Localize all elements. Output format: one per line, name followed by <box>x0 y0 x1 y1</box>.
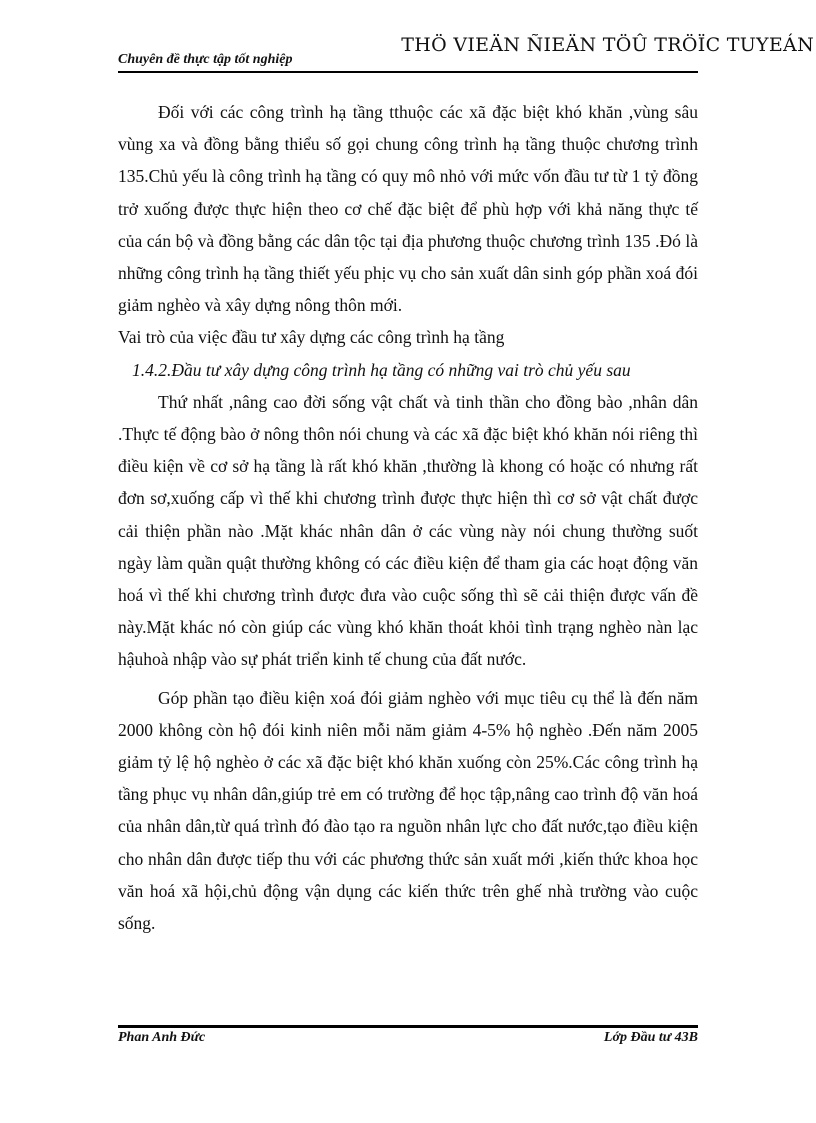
running-title: Chuyên đề thực tập tốt nghiệp <box>118 52 293 67</box>
watermark-text: THÖ VIEÄN ÑIEÄN TÖÛ TRÖÏC TUYEÁN <box>401 34 814 56</box>
paragraph-4: Góp phần tạo điều kiện xoá đói giảm nghèo với mục tiêu cụ thể là đến năm 2000 không còn hộ đói kinh niên mỗi năm giảm 4-5% hộ nghèo .Đến năm 2005 giảm tỷ lệ hộ nghèo ở các xã đặc biệt khó khăn xuống còn 25%.Các công trình hạ tầng phục vụ nhân dân,giúp trẻ em có trường để học tập,nâng cao trình độ văn hoá của nhân dân,từ quá trình đó đào tạo ra nguồn nhân lực cho đất nước,tạo điều kiện cho nhân dân được tiếp thu với các phương thức sản xuất mới ,kiến thức khoa học văn hoá xã hội,chủ động vận dụng các kiến thức trên ghế nhà trường vào cuộc sống. <box>118 687 698 934</box>
paragraph-3: Thứ nhất ,nâng cao đời sống vật chất và tinh thần cho đồng bào ,nhân dân .Thực tế động bào ở nông thôn nói chung và các xã đặc biệt khó khăn nói riêng thì điều kiện về cơ sở hạ tầng là rất khó khăn ,thường là khong có hoặc có nhưng rất đơn sơ,xuống cấp vì thế khi chương trình được thực hiện thì cơ sở vật chất được cải thiện phần nào .Mặt khác nhân dân ở các vùng này nói chung thường suốt ngày làm quần quật thường không có các điều kiện để tham gia các hoạt động văn hoá vì thế khi chương trình được đưa vào cuộc sống thì sẽ cải thiện được vấn đề này.Mặt khác nó còn giúp các vùng khó khăn thoát khỏi tình trạng nghèo nàn lạc hậuhoà nhập vào sự phát triển kinh tế chung của đất nước. <box>118 391 698 670</box>
footer-author: Phan Anh Đức <box>118 1030 206 1045</box>
footer <box>118 1030 698 1046</box>
section-heading: 1.4.2.Đầu tư xây dựng công trình hạ tầng có những vai trò chủ yếu sau <box>132 359 631 380</box>
paragraph-1: Đối với các công trình hạ tầng tthuộc các xã đặc biệt khó khăn ,vùng sâu vùng xa và đồng bằng thiểu số gọi chung công trình hạ tầng thuộc chương trình 135.Chủ yếu là công trình hạ tầng có quy mô nhỏ với mức vốn đầu tư từ 1 tỷ đồng trở xuống được thực hiện theo cơ chế đặc biệt để phù hợp với khả năng thực tế của cán bộ và đồng bằng các dân tộc tại địa phương thuộc chương trình 135 .Đó là những công trình hạ tầng thiết yếu phịc vụ cho sản xuất dân sinh góp phần xoá đói giảm nghèo và xây dựng nông thôn mới. <box>118 102 698 316</box>
footer-class: Lớp Đầu tư 43B <box>603 1030 698 1045</box>
footer-rule <box>118 1025 698 1028</box>
header-rule <box>118 71 698 73</box>
paragraph-2: Vai trò của việc đầu tư xây dựng các công trình hạ tầng <box>118 327 505 348</box>
page-body <box>118 96 698 939</box>
